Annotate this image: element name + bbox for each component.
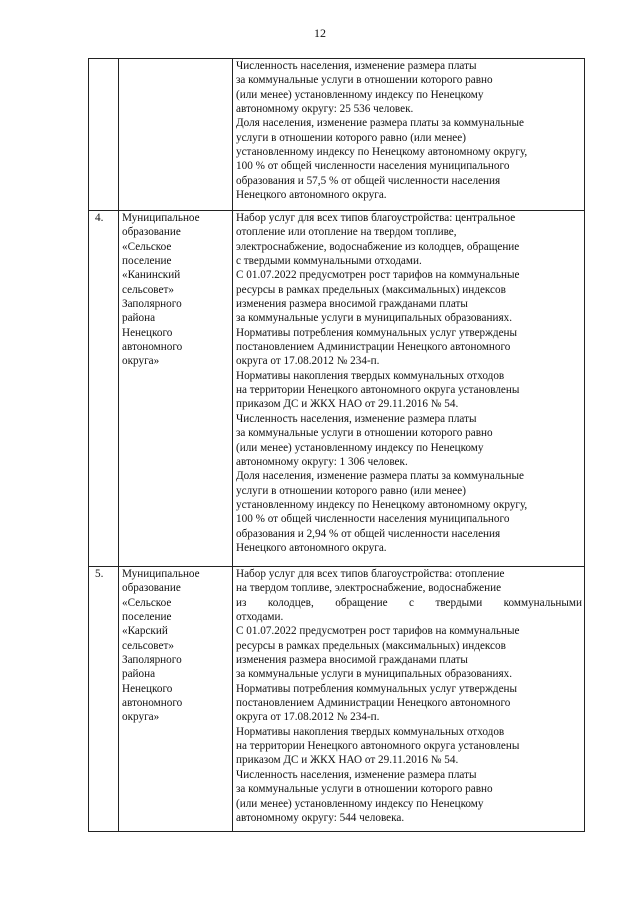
- description-line: за коммунальные услуги в отношении которого равно: [236, 427, 493, 440]
- municipality-name-line: округа»: [122, 711, 160, 724]
- description-line: за коммунальные услуги в отношении которого равно: [236, 783, 493, 796]
- description-line: на территории Ненецкого автономного округа установлены: [236, 740, 520, 753]
- municipality-name-line: Муниципальное: [122, 212, 200, 224]
- description-line: постановлением Администрации Ненецкого автономного: [236, 341, 511, 354]
- description-line: изменения размера вносимой гражданами платы: [236, 654, 468, 667]
- description-line: отопление или отопление на твердом топливе,: [236, 226, 457, 239]
- description-line: Численность населения, изменение размера платы: [236, 768, 477, 781]
- description-line: Нормативы потребления коммунальных услуг утверждены: [236, 682, 518, 695]
- row-number: 4.: [95, 212, 104, 224]
- description-line: Нормативы накопления твердых коммунальных отходов: [236, 369, 505, 382]
- description-line: округа от 17.08.2012 № 234-п.: [236, 355, 380, 368]
- description-line: Численность населения, изменение размера платы: [236, 60, 477, 72]
- description-line: приказом ДС и ЖКХ НАО от 29.11.2016 № 54.: [236, 754, 459, 767]
- description-paragraph: [236, 469, 582, 555]
- description-line: приказом ДС и ЖКХ НАО от 29.11.2016 № 54.: [236, 398, 459, 411]
- municipality-name-line: автономного: [122, 341, 183, 354]
- description-line: автономному округу: 1 306 человек.: [236, 455, 408, 468]
- description-paragraph: [236, 211, 582, 268]
- description-line: установленному индексу по Ненецкому автономному округу,: [236, 498, 528, 511]
- description-paragraph: [236, 326, 582, 369]
- description-paragraph: [236, 59, 582, 116]
- description-line: Нормативы потребления коммунальных услуг утверждены: [236, 326, 518, 339]
- municipality-name-line: района: [122, 668, 156, 681]
- description-line: Доля населения, изменение размера платы за коммунальные: [236, 470, 524, 483]
- description-line: отходами.: [236, 611, 284, 624]
- municipality-name-line: поселение: [122, 611, 172, 624]
- description-line: услуги в отношении которого равно (или менее): [236, 131, 466, 144]
- description-line: ресурсы в рамках предельных (максимальных) индексов: [236, 639, 506, 652]
- description-line: 100 % от общей численности населения муниципального: [236, 160, 510, 173]
- description-line: округа от 17.08.2012 № 234-п.: [236, 711, 380, 724]
- description-paragraph: [236, 369, 582, 412]
- description-cell: [233, 211, 585, 567]
- description-line: автономному округу: 25 536 человек.: [236, 103, 414, 116]
- description-line: за коммунальные услуги в муниципальных образованиях.: [236, 312, 513, 325]
- description-line: услуги в отношении которого равно (или менее): [236, 484, 466, 497]
- description-line: Ненецкого автономного округа.: [236, 189, 387, 202]
- description-paragraph: [236, 682, 582, 725]
- description-line: (или менее) установленному индексу по Ненецкому: [236, 88, 484, 101]
- description-line: 100 % от общей численности населения муниципального: [236, 513, 510, 526]
- description-line: за коммунальные услуги в отношении которого равно: [236, 74, 493, 87]
- description-line: изменения размера вносимой гражданами платы: [236, 298, 468, 311]
- description-line: установленному индексу по Ненецкому автономному округу,: [236, 146, 528, 159]
- description-paragraph: [236, 268, 582, 325]
- municipality-name-line: автономного: [122, 697, 183, 710]
- description-cell: [233, 567, 585, 832]
- municipality-name-cell: [119, 567, 233, 832]
- municipality-name-line: сельсовет»: [122, 283, 174, 296]
- municipality-name-cell: [119, 211, 233, 567]
- municipality-name-line: района: [122, 312, 156, 325]
- description-line: (или менее) установленному индексу по Ненецкому: [236, 797, 484, 810]
- description-line: Набор услуг для всех типов благоустройства: отопление: [236, 568, 505, 580]
- table-row: [89, 211, 585, 567]
- description-line: (или менее) установленному индексу по Ненецкому: [236, 441, 484, 454]
- description-line: Доля населения, изменение размера платы за коммунальные: [236, 117, 524, 130]
- municipality-name-line: «Сельское: [122, 240, 172, 253]
- row-number-cell: [89, 567, 119, 832]
- description-line: с твердыми коммунальными отходами.: [236, 255, 422, 268]
- description-paragraph: [236, 624, 582, 681]
- description-line: Численность населения, изменение размера платы: [236, 412, 477, 425]
- municipality-name-line: Заполярного: [122, 654, 182, 667]
- description-line: на территории Ненецкого автономного округа установлены: [236, 384, 520, 397]
- description-line: электроснабжение, водоснабжение из колодцев, обращение: [236, 240, 520, 253]
- description-line: автономному округу: 544 человека.: [236, 811, 405, 824]
- municipality-name-line: «Канинский: [122, 269, 181, 282]
- municipality-name-cell: [119, 59, 233, 211]
- municipality-name-line: сельсовет»: [122, 639, 174, 652]
- description-paragraph: [236, 116, 582, 202]
- municipality-name-line: «Карский: [122, 625, 168, 638]
- description-paragraph: [236, 725, 582, 768]
- description-cell: [233, 59, 585, 211]
- tariff-table: [88, 58, 585, 832]
- municipality-name-line: округа»: [122, 355, 160, 368]
- description-paragraph: [236, 768, 582, 825]
- municipality-name-line: Ненецкого: [122, 326, 173, 339]
- description-line: С 01.07.2022 предусмотрен рост тарифов на коммунальные: [236, 625, 520, 638]
- description-line: ресурсы в рамках предельных (максимальных) индексов: [236, 283, 506, 296]
- municipality-name-line: Ненецкого: [122, 682, 173, 695]
- description-line: образования и 2,94 % от общей численности населения: [236, 527, 501, 540]
- description-paragraph: [236, 567, 582, 624]
- municipality-name-line: Муниципальное: [122, 568, 200, 580]
- row-number-cell: [89, 59, 119, 211]
- description-line: Нормативы накопления твердых коммунальных отходов: [236, 725, 505, 738]
- description-line: Набор услуг для всех типов благоустройства: центральное: [236, 212, 516, 224]
- table-row: [89, 59, 585, 211]
- description-paragraph: [236, 412, 582, 469]
- municipality-name-line: образование: [122, 226, 181, 239]
- municipality-name-line: поселение: [122, 255, 172, 268]
- municipality-name-line: «Сельское: [122, 596, 172, 609]
- municipality-name-line: Заполярного: [122, 298, 182, 311]
- municipality-name-line: образование: [122, 582, 181, 595]
- description-line: постановлением Администрации Ненецкого автономного: [236, 697, 511, 710]
- description-line: образования и 57,5 % от общей численности населения: [236, 174, 501, 187]
- row-number: 5.: [95, 568, 104, 580]
- description-line: из колодцев, обращение с твердыми коммунальными: [236, 596, 582, 609]
- description-line: за коммунальные услуги в муниципальных образованиях.: [236, 668, 513, 681]
- description-line: С 01.07.2022 предусмотрен рост тарифов на коммунальные: [236, 269, 520, 282]
- description-line: Ненецкого автономного округа.: [236, 541, 387, 554]
- table-row: [89, 567, 585, 832]
- description-line: на твердом топливе, электроснабжение, водоснабжение: [236, 582, 502, 595]
- page-number: 12: [314, 26, 326, 40]
- row-number-cell: [89, 211, 119, 567]
